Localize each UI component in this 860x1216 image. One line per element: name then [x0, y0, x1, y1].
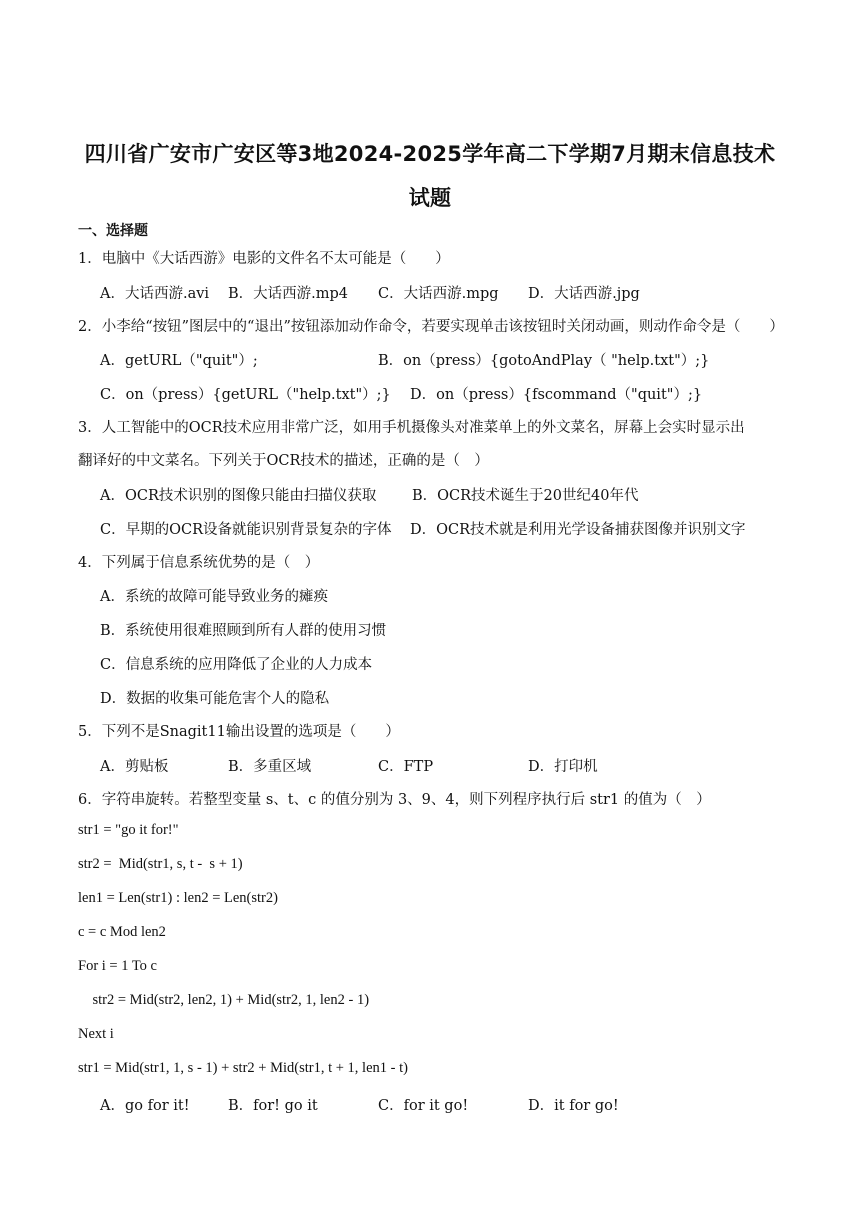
code-line: Next i: [78, 1026, 114, 1042]
q3-stem-line1: 3．人工智能中的OCR技术应用非常广泛，如用手机摄像头对准菜单上的外文菜名，屏幕上会实时显示出: [78, 420, 745, 436]
q2-option-c: C．on（press）{getURL（"help.txt"）;}: [100, 387, 391, 403]
code-line: For i = 1 To c: [78, 958, 157, 974]
code-line: str1 = "go it for!": [78, 822, 179, 838]
q1-option-d: D．大话西游.jpg: [528, 286, 640, 302]
q2-stem: 2．小李给“按钮”图层中的“退出”按钮添加动作命令，若要实现单击该按钮时关闭动画，则动作命令是（ ）: [78, 319, 784, 335]
q6-stem: 6．字符串旋转。若整型变量 s、t、c 的值分别为 3、9、4，则下列程序执行后 str1 的值为（ ）: [78, 792, 711, 808]
page-title-line2: 试题: [408, 186, 452, 210]
q5-option-b: B．多重区域: [228, 759, 312, 775]
code-line: len1 = Len(str1) : len2 = Len(str2): [78, 890, 278, 906]
section-heading: 一、选择题: [78, 223, 148, 239]
q2-option-a: A．getURL（"quit"）;: [100, 353, 258, 369]
q4-option-c: C．信息系统的应用降低了企业的人力成本: [100, 657, 373, 673]
q1-option-c: C．大话西游.mpg: [378, 286, 499, 302]
q3-stem-line2: 翻译好的中文菜名。下列关于OCR技术的描述，正确的是（ ）: [78, 453, 489, 469]
q4-option-b: B．系统使用很难照顾到所有人群的使用习惯: [100, 623, 387, 639]
code-line: str1 = Mid(str1, 1, s - 1) + str2 + Mid(str1, t + 1, len1 - t): [78, 1060, 408, 1076]
q1-option-a: A．大话西游.avi: [100, 286, 210, 302]
q4-option-d: D．数据的收集可能危害个人的隐私: [100, 691, 330, 707]
code-line: str2 = Mid(str1, s, t - s + 1): [78, 856, 243, 872]
q3-option-a: A．OCR技术识别的图像只能由扫描仪获取: [100, 488, 377, 504]
q2-option-d: D．on（press）{fscommand（"quit"）;}: [410, 387, 703, 403]
q6-option-c: C．for it go!: [378, 1098, 469, 1114]
q4-stem: 4．下列属于信息系统优势的是（ ）: [78, 555, 320, 571]
q3-option-c: C．早期的OCR设备就能识别背景复杂的字体: [100, 522, 392, 538]
q6-option-b: B．for! go it: [228, 1098, 318, 1114]
q4-option-a: A．系统的故障可能导致业务的瘫痪: [100, 589, 328, 605]
q6-option-d: D．it for go!: [528, 1098, 619, 1114]
q2-option-b: B．on（press）{gotoAndPlay（ "help.txt"）;}: [378, 353, 710, 369]
q5-stem: 5．下列不是Snagit11输出设置的选项是（ ）: [78, 724, 400, 740]
q3-option-d: D．OCR技术就是利用光学设备捕获图像并识别文字: [410, 522, 746, 538]
code-line: str2 = Mid(str2, len2, 1) + Mid(str2, 1, len2 - 1): [78, 992, 370, 1008]
q5-option-d: D．打印机: [528, 759, 598, 775]
q3-option-b: B．OCR技术诞生于20世纪40年代: [412, 488, 639, 504]
page-title-line1: 四川省广安市广安区等3地2024-2025学年高二下学期7月期末信息技术: [84, 142, 776, 166]
q6-option-a: A．go for it!: [100, 1098, 190, 1114]
q1-stem: 1．电脑中《大话西游》电影的文件名不太可能是（ ）: [78, 251, 450, 267]
q1-option-b: B．大话西游.mp4: [228, 286, 349, 302]
q5-option-c: C．FTP: [378, 759, 434, 775]
code-line: c = c Mod len2: [78, 924, 166, 940]
q5-option-a: A．剪贴板: [100, 759, 169, 775]
